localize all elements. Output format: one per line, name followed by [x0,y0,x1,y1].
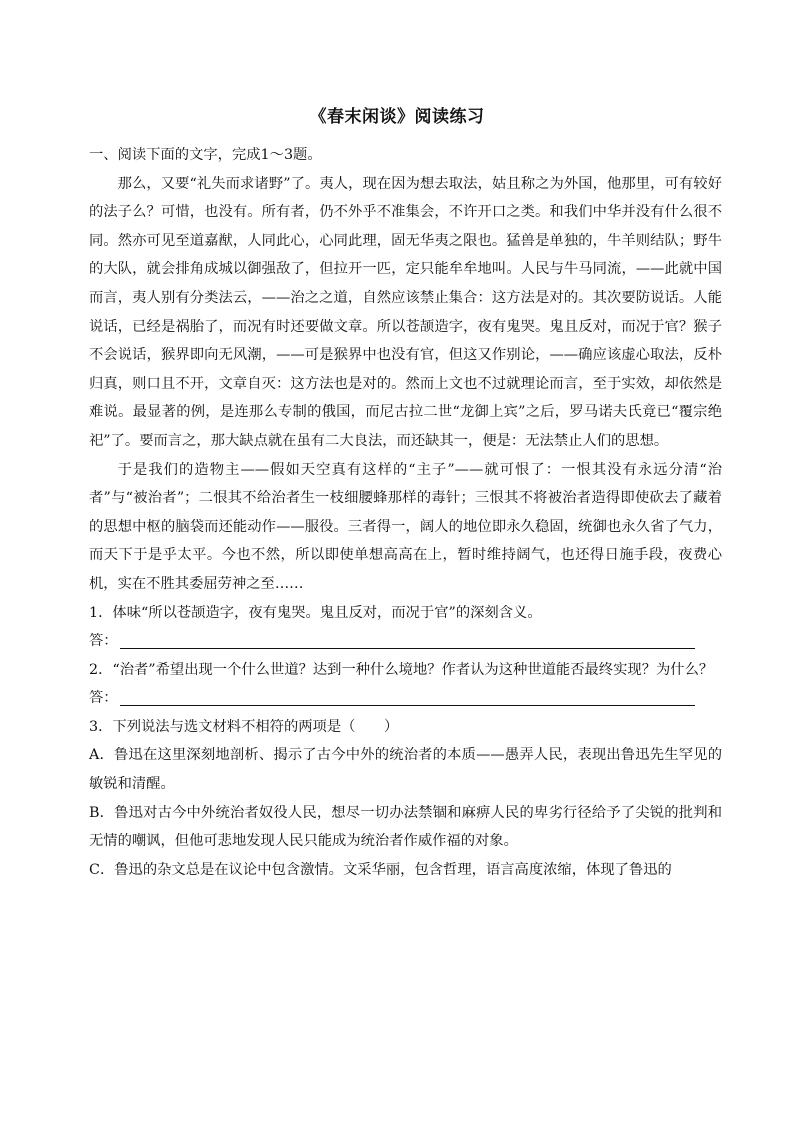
answer-line-1[interactable] [89,627,722,656]
answer-label-2: 答： [89,690,118,707]
passage-paragraph-1: 那么，又要“礼失而求诸野”了。夷人，现在因为想去取法，姑且称之为外国，他那里，可有较好的法子么？可惜，也没有。所有者，仍不外乎不准集会，不许开口之类。和我们中华并没有什么很不同。然亦可见至道嘉猷，人同此心，心同此理，固无华夷之限也。猛兽是单独的，牛羊则结队；野牛的大队，就会排角成城以御强敌了，但拉开一匹，定只能牟牟地叫。人民与牛马同流，——此就中国而言，夷人别有分类法云，——治之之道，自然应该禁止集合：这方法是对的。其次要防说话。人能说话，已经是祸胎了，而况有时还要做文章。所以苍颉造字，夜有鬼哭。鬼且反对，而况于官？猴子不会说话，猴界即向无风潮，——可是猴界中也没有官，但这又作别论，——确应该虚心取法，反朴归真，则口且不开，文章自灭：这方法也是对的。然而上文也不过就理论而言，至于实效，却依然是难说。最显著的例，是连那么专制的俄国，而尼古拉二世“龙御上宾”之后，罗马诺夫氏竟已“覆宗绝祀”了。要而言之，那大缺点就在虽有二大良法，而还缺其一，便是：无法禁止人们的思想。 [89,175,722,449]
question-1: 1．体味“所以苍颉造字，夜有鬼哭。鬼且反对，而况于官”的深刻含义。 [89,604,542,621]
answer-label-1: 答： [89,633,118,650]
document-body [89,141,722,884]
answer-line-2[interactable] [89,684,722,713]
question-2: 2．“治者”希望出现一个什么世道？达到一种什么境地？作者认为这种世道能否最终实现？为什么？ [89,661,714,678]
section-heading: 一、阅读下面的文字，完成1～3题。 [89,147,322,163]
option-a: A．鲁迅在这里深刻地剖析、揭示了古今中外的统治者的本质——愚弄人民，表现出鲁迅先生罕见的敏锐和清醒。 [89,747,722,793]
answer-rule-1[interactable] [120,647,695,649]
document-title: 《春末闲谈》阅读练习 [309,107,485,127]
option-c: C．鲁迅的杂文总是在议论中包含激情。文采华丽，包含哲理，语言高度浓缩，体现了鲁迅的 [89,861,672,878]
option-b: B．鲁迅对古今中外统治者奴役人民，想尽一切办法禁锢和麻痹人民的卑劣行径给予了尖锐的批判和无情的嘲讽，但他可悲地发现人民只能成为统治者作威作福的对象。 [89,804,722,850]
question-3: 3．下列说法与选文材料不相符的两项是（ ） [89,718,399,735]
passage-paragraph-2: 于是我们的造物主——假如天空真有这样的“主子”——就可恨了：一恨其没有永远分清“治者”与“被治者”；二恨其不给治者生一枝细腰蜂那样的毒针；三恨其不将被治者造得即使砍去了藏着的思想中枢的脑袋而还能动作——服役。三者得一，阔人的地位即永久稳固，统御也永久省了气力，而天下于是乎太平。今也不然，所以即使单想高高在上，暂时维持阔气，也还得日施手段，夜费心机，实在不胜其委屈劳神之至…… [89,461,722,592]
answer-rule-2[interactable] [120,704,695,706]
